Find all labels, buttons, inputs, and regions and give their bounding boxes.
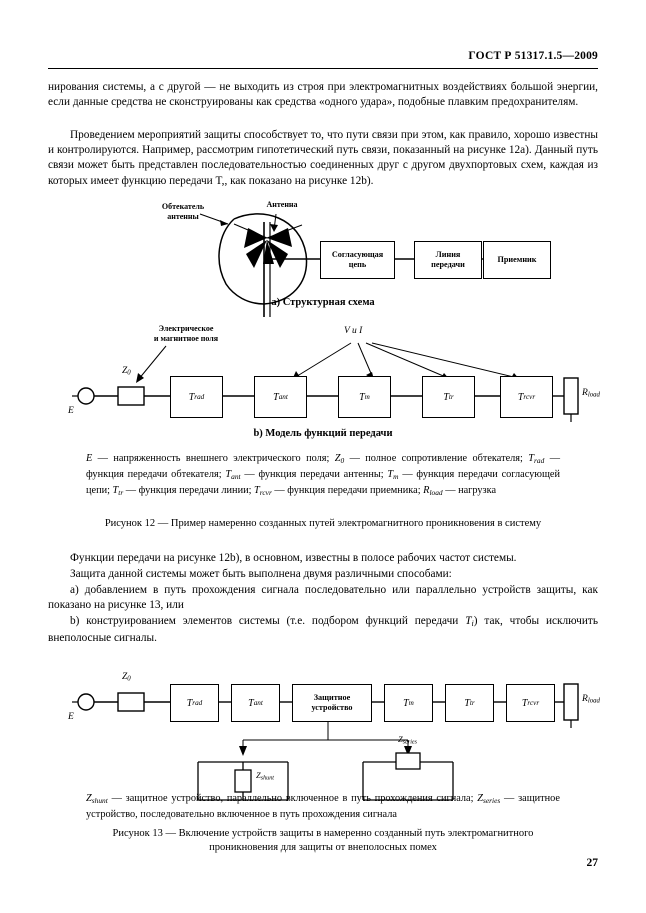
figure-12b-caption: b) Модель функций передачи <box>253 428 393 439</box>
figure-12a-caption: а) Структурная схема <box>271 297 375 308</box>
box-receiver: Приемник <box>483 241 551 279</box>
label-source-e: E <box>68 406 74 416</box>
page-header-standard: ГОСТ Р 51317.1.5—2009 <box>468 50 598 62</box>
label-z-shunt: $Z_{shunt}$ <box>256 770 274 782</box>
label-radome: Обтекатель антенны <box>161 202 205 221</box>
label-fig13-rload: $R_{load}$ <box>582 694 600 705</box>
label-fig13-source-e: E <box>68 712 74 722</box>
paragraph-2: Проведением мероприятий защиты способствует то, что пути связи при этом, как правило, хорошо известны и контролируются. Например, рассмотрим гипотетический путь связи, показанный на рисунке 12а). Данный путь связи может быть представлен последовательностью соединенных друг с другом двухпортовых схем, каждая из которых имеет функцию передачи T,, как показано на рисунке 12b). <box>48 129 598 187</box>
label-rload: $R_{load}$ <box>582 388 600 399</box>
block13-tm: T m <box>384 684 433 722</box>
paragraph-3: Функции передачи на рисунке 12b), в основном, известны в полосе рабочих частот системы. <box>70 552 517 564</box>
box-matching-circuit: Согласующая цепь <box>320 241 395 279</box>
header-rule <box>48 68 598 69</box>
block13-protective-device: Защитное устройство <box>292 684 372 722</box>
label-z-series: $Z_{series}$ <box>398 734 417 746</box>
paragraph-5: а) добавлением в путь прохождения сигнала последовательно или параллельно устройств защиты, как показано на рисунке 13, или <box>48 584 598 612</box>
paragraph-6: b) конструированием элементов системы (т.е. подбором функций передачи $T_i$) так, чтобы исключить внеполосные сигналы. <box>48 615 598 645</box>
label-em-field: Электрическое и магнитное поля <box>153 324 219 343</box>
figure-12-legend: E — напряженность внешнего электрического поля; $Z_0$ — полное сопротивление обтекателя; $T_{rad}$ — функция передачи обтекателя; $T_{ant}$ — функция передачи антенны; $T_m$ — функция передачи согласующей цепи; $T_{tr}$ — функция передачи линии; $T_{rcvr}$ — функция передачи приемника; $R_{load}$ — нагрузка <box>86 453 560 497</box>
label-v-and-i: V и I <box>344 326 363 336</box>
block13-ttr: T tr <box>445 684 494 722</box>
label-z0: $Z_0$ <box>122 366 131 377</box>
figure-12-caption: Рисунок 12 — Пример намеренно созданных путей электромагнитного проникновения в систему <box>104 518 542 529</box>
figure-13-caption: Рисунок 13 — Включение устройств защиты в намеренно созданный путь электромагнитного проникновения для защиты от внеполосных помех <box>112 828 534 853</box>
figure-13-legend: $Z_{shunt}$ — защитное устройство, параллельно включенное в путь прохождения сигнала; $Z_{series}$ — защитное устройство, последовательно включенное в путь прохождения сигнала <box>86 793 560 820</box>
label-fig13-z0: $Z_0$ <box>122 672 131 683</box>
block-trad: T rad <box>170 376 223 418</box>
block-ttr: T tr <box>422 376 475 418</box>
figure-13 <box>48 672 598 782</box>
block-trcvr: T rcvr <box>500 376 553 418</box>
block-tm: T m <box>338 376 391 418</box>
figure-12b <box>48 318 598 448</box>
block-tant: T ant <box>254 376 307 418</box>
figure-12a <box>48 192 598 317</box>
paragraph-1: нирования системы, а с другой — не выходить из строя при электромагнитных воздействиях большой энергии, если данные средства не сконструированы как средства «одного удара», подобные плавким предохранителям. <box>48 81 598 109</box>
label-antenna: Антенна <box>266 200 298 209</box>
figure-13-caption-wrap <box>48 827 598 855</box>
block13-tant: T ant <box>231 684 280 722</box>
block13-trad: T rad <box>170 684 219 722</box>
paragraph-4: Защита данной системы может быть выполнена двумя различными способами: <box>70 568 452 580</box>
page-number: 27 <box>586 857 598 869</box>
box-transmission-line: Линия передачи <box>414 241 482 279</box>
block13-trcvr: T rcvr <box>506 684 555 722</box>
